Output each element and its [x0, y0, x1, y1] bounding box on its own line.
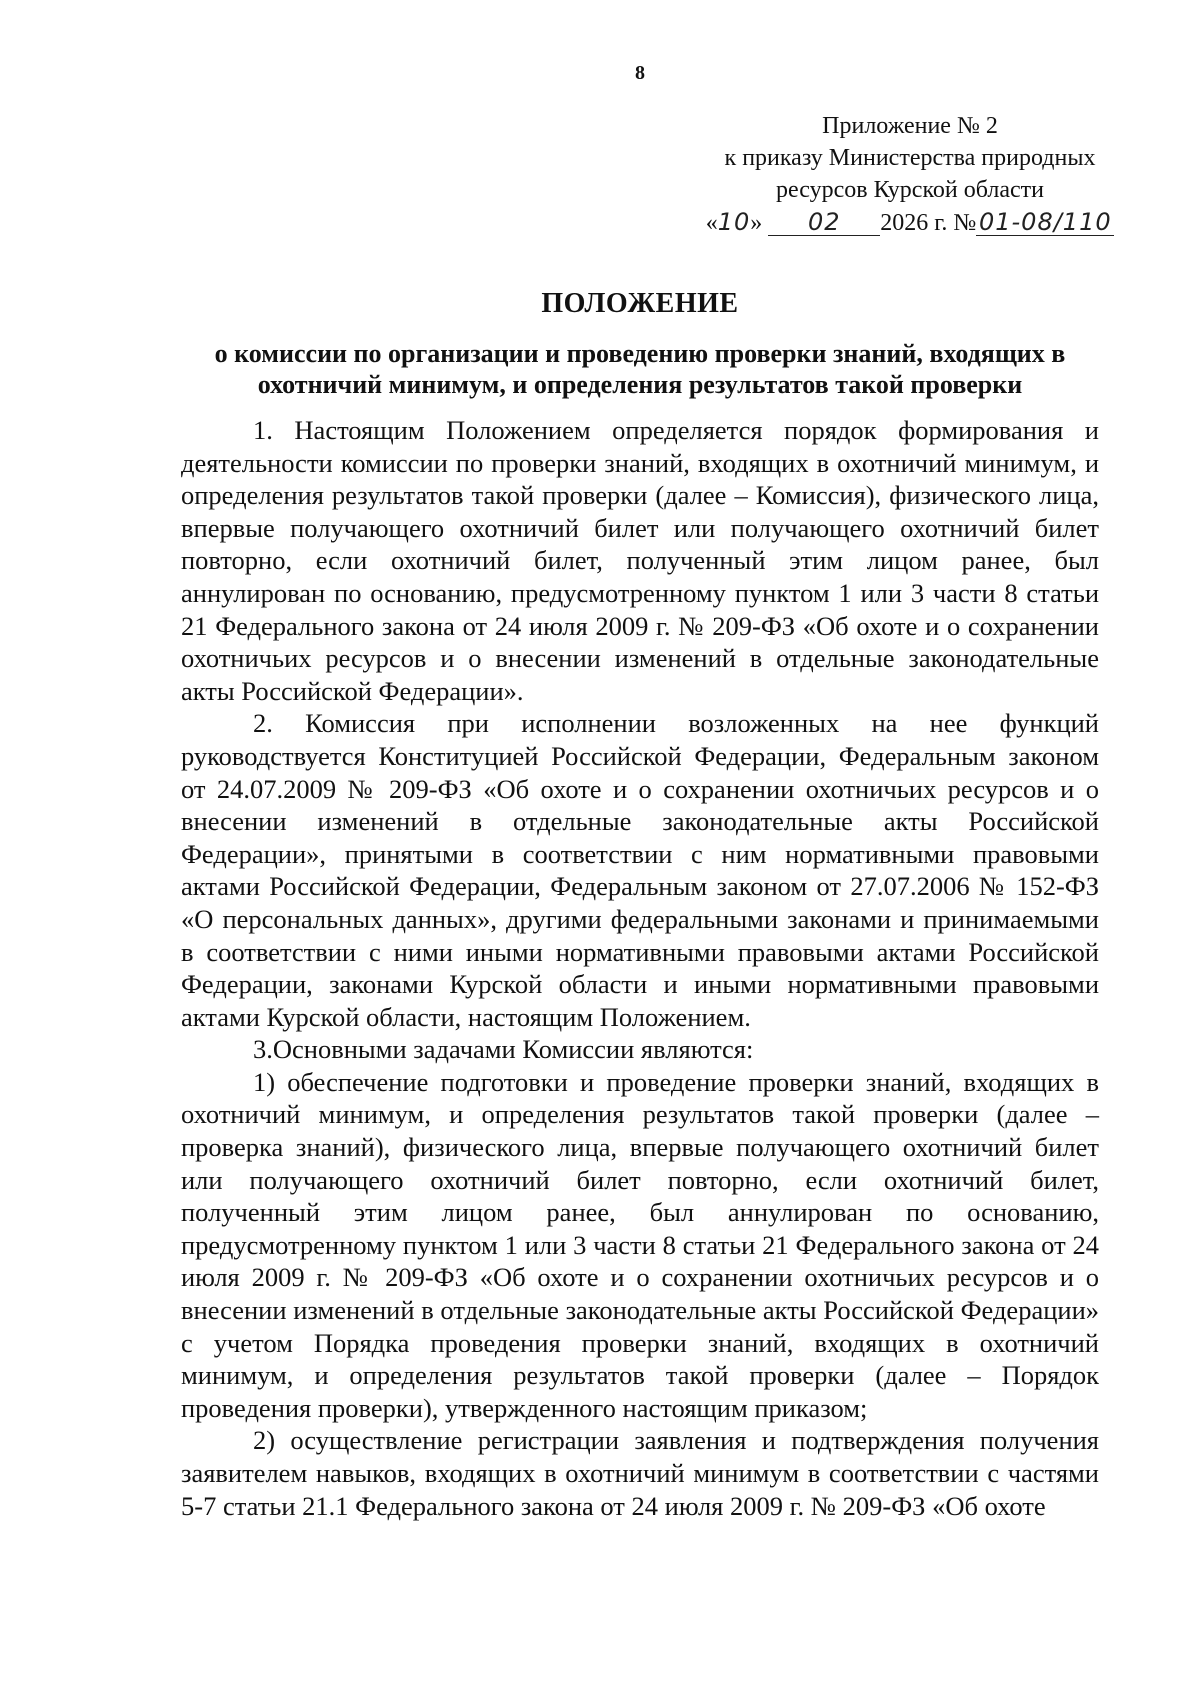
document-title: ПОЛОЖЕНИЕ: [541, 288, 739, 319]
paragraph-3-item-2: 2) осуществление регистрации заявления и подтверждения получения заявителем навыков, входящих в охотничий минимум в соответствии с частями 5-7 статьи 21.1 Федерального закона от 24 июля 2009 г. № 209-ФЗ «Об охоте: [181, 1425, 1099, 1521]
appendix-date-line: [700, 206, 1120, 239]
date-close-quote: »: [750, 210, 763, 236]
paragraph-3-item-1: 1) обеспечение подготовки и проведение проверки знаний, входящих в охотничий минимум, и определения результатов такой проверки (далее – проверка знаний), физического лица, впервые получающего охотничий билет или получающего охотничий билет повторно, если охотничий билет, полученный этим лицом ранее, был аннулирован по основанию, предусмотренному пунктом 1 или 3 части 8 статьи 21 Федерального закона от 24 июля 2009 г. № 209-ФЗ «Об охоте и о сохранении охотничьих ресурсов и о внесении изменений в отдельные законодательные акты Российской Федерации» с учетом Порядка проведения проверки знаний, входящих в охотничий минимум, и определения результатов такой проверки (далее – Порядок проведения проверки), утвержденного настоящим приказом;: [181, 1066, 1099, 1423]
document-body: [181, 414, 1099, 1522]
paragraph-2: 2. Комиссия при исполнении возложенных на нее функций руководствуется Конституцией Российской Федерации, Федеральным законом от 24.07.2009 № 209-ФЗ «Об охоте и о сохранении охотничьих ресурсов и о внесении изменений в отдельные законодательные акты Российской Федерации», принятыми в соответствии с ним нормативными правовыми актами Российской Федерации, Федеральным законом от 27.07.2006 № 152-ФЗ «О персональных данных», другими федеральными законами и принимаемыми в соответствии с ними иными нормативными правовыми актами Российской Федерации, законами Курской области и иными нормативными правовыми актами Курской области, настоящим Положением.: [181, 708, 1099, 1032]
handwritten-month: 02: [768, 209, 880, 236]
appendix-line-3: ресурсов Курской области: [776, 177, 1044, 203]
appendix-header: [700, 110, 1120, 239]
handwritten-order-number: 01-08/110: [976, 209, 1114, 236]
paragraph-1: 1. Настоящим Положением определяется порядок формирования и деятельности комиссии по проверки знаний, входящих в охотничий минимум, и определения результатов такой проверки (далее – Комиссия), физического лица, впервые получающего охотничий билет или получающего охотничий билет повторно, если охотничий билет, полученный этим лицом ранее, был аннулирован по основанию, предусмотренному пунктом 1 или 3 части 8 статьи 21 Федерального закона от 24 июля 2009 г. № 209-ФЗ «Об охоте и о сохранении охотничьих ресурсов и о внесении изменений в отдельные законодательные акты Российской Федерации».: [181, 415, 1099, 706]
date-open-quote: «: [705, 210, 718, 236]
page-number: 8: [635, 62, 645, 84]
date-year: 2026 г. №: [880, 210, 977, 236]
document-subtitle: о комиссии по организации и проведению проверки знаний, входящих в охотничий минимум, и определения результатов такой проверки: [214, 339, 1066, 399]
appendix-line-1: Приложение № 2: [822, 113, 998, 139]
handwritten-day: 10: [717, 208, 751, 236]
paragraph-3: 3.Основными задачами Комиссии являются:: [253, 1034, 754, 1065]
appendix-line-2: к приказу Министерства природных: [724, 145, 1096, 171]
